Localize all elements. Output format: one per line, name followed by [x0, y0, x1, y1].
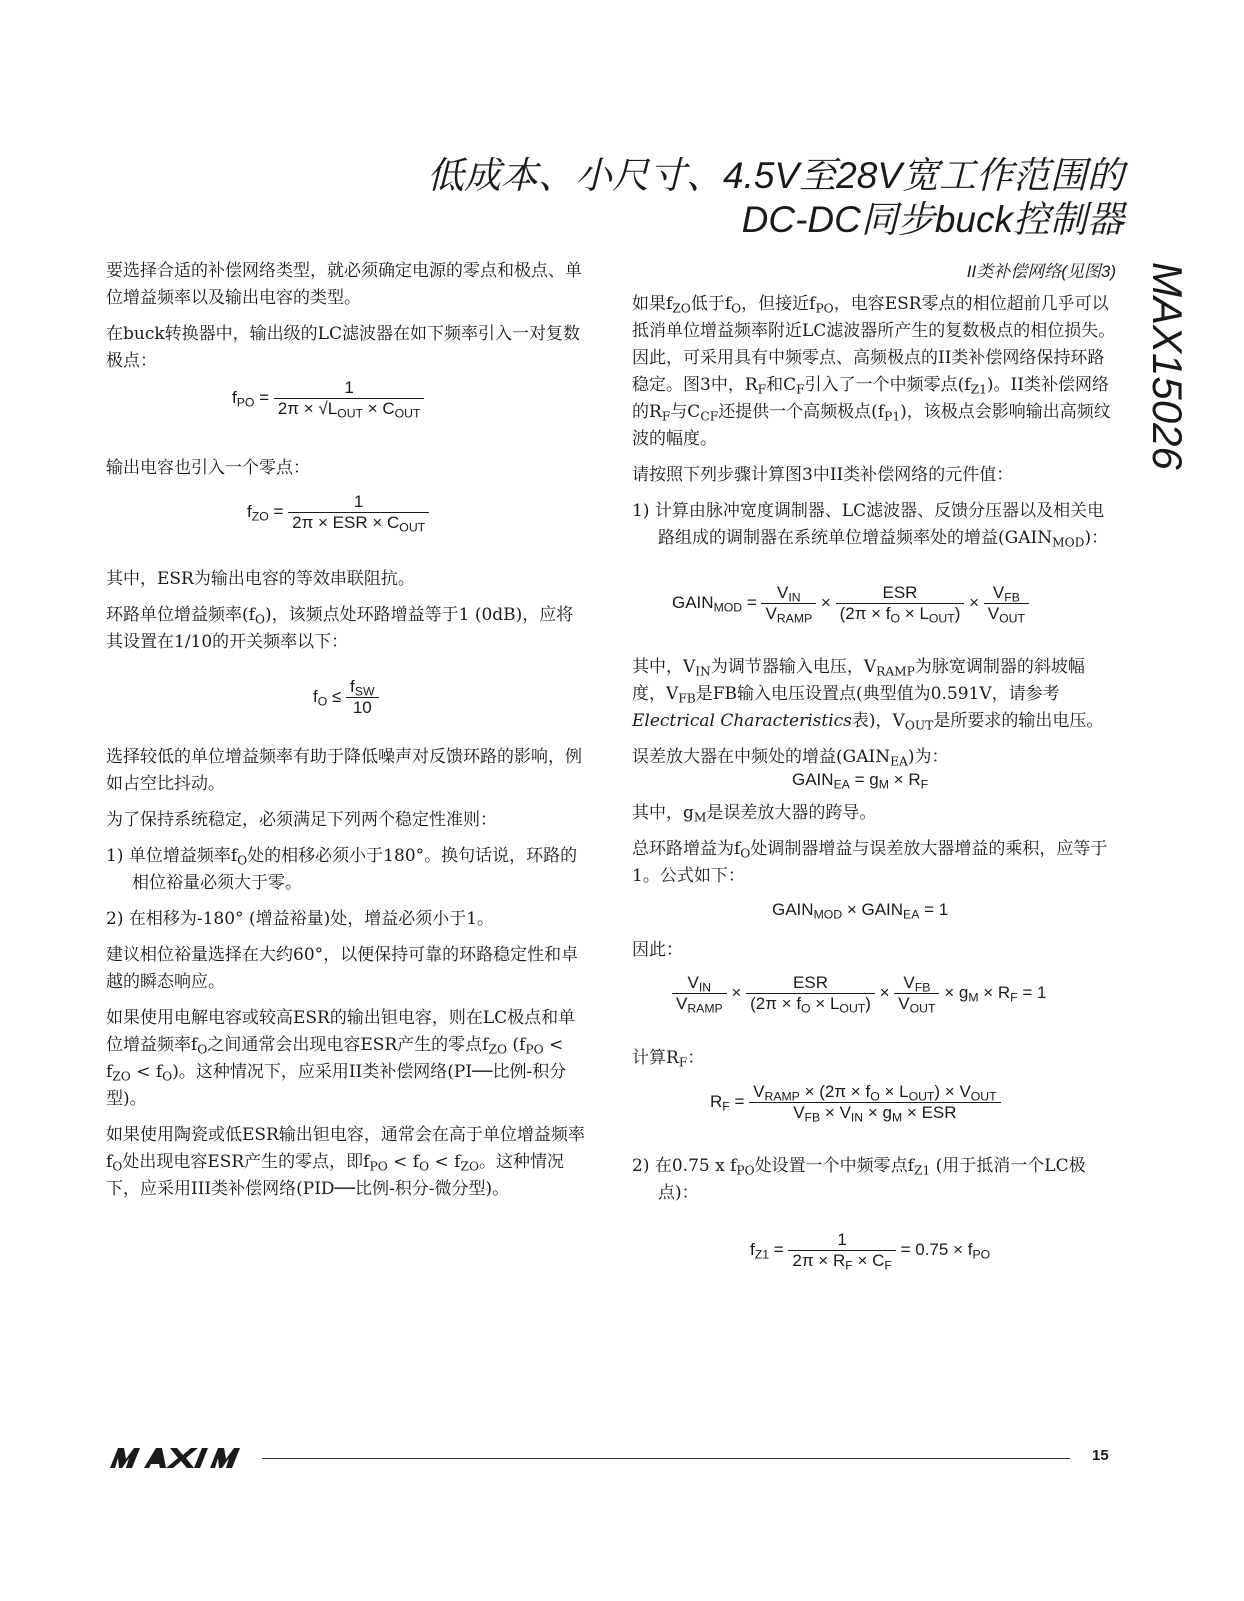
maxim-logo — [110, 1447, 250, 1469]
page-title — [427, 154, 1124, 242]
equation-rf: $R_F$ = $\frac{V_{RAMP} \times (2\pi \times f_O \times L_{OUT}) \times V_{OUT}}{V_{FB} \times V_{IN} \times g_M \times ESR}$ — [710, 1082, 1001, 1123]
right-column-top — [632, 258, 1116, 561]
equation-fo: $f_O$ ≤ $\frac{f_{SW}}{10}$ — [313, 677, 379, 718]
title-line-2: DC-DC同步buck控制器 — [741, 199, 1124, 240]
footer-rule — [262, 1458, 1070, 1459]
paragraph: 其中，$g_M$是误差放大器的跨导。 — [632, 803, 877, 825]
paragraph: 建议相位裕量选择在大约60°，以便保持可靠的环路稳定性和卓越的瞬态响应。 — [106, 945, 579, 992]
equation-loop-gain: $\frac{V_{IN}}{V_{RAMP}}$ × $\frac{\text{ESR}}{(2\pi \times f_O \times L_{OUT})}$ × $\frac{V_{FB}}{V_{OUT}}$ × $g_M \times R_F = 1$ — [672, 973, 1047, 1014]
paragraph: 因此： — [632, 940, 683, 960]
equation-gain-ea: $GAIN_{EA} = g_M \times R_F$ — [792, 770, 929, 792]
paragraph: 请按照下列步骤计算图3中II类补偿网络的元件值： — [632, 465, 1014, 485]
left-column-bottom — [106, 744, 588, 1212]
equation-gain-mod: $GAIN_{MOD}$ = $\frac{V_{IN}}{V_{RAMP}}$ × $\frac{\text{ESR}}{(2\pi \times f_O \times L_{OUT})}$ × $\frac{V_{FB}}{V_{OUT}}$ — [672, 583, 1029, 624]
list-item: 2) 在0.75 x $f_{PO}$处设置一个中频零点$f_{Z1}$ (用于抵消一个LC极点)： — [632, 1156, 1086, 1203]
list-item: 1) 计算由脉冲宽度调制器、LC滤波器、反馈分压器以及相关电路组成的调制器在系统单位增益频率处的增益$(GAIN_{MOD})$： — [632, 501, 1109, 550]
right-column-mid2 — [632, 800, 1116, 899]
equation-gain-product: $GAIN_{MOD}$ × $GAIN_{EA} = 1$ — [772, 900, 949, 922]
paragraph: 选择较低的单位增益频率有助于降低噪声对反馈环路的影响，例如占空比抖动。 — [106, 747, 582, 794]
left-column-mid — [106, 566, 588, 665]
paragraph: 其中，ESR为输出电容的等效串联阻抗。 — [106, 569, 415, 589]
paragraph: 计算$R_F$： — [632, 1048, 705, 1070]
section-heading: II类补偿网络(见图3) — [966, 262, 1116, 281]
right-col-li2 — [632, 1153, 1116, 1216]
right-column-mid — [632, 654, 1116, 773]
right-col-p7 — [632, 937, 1116, 973]
paragraph: 要选择合适的补偿网络类型，就必须确定电源的零点和极点、单位增益频率以及输出电容的类型。 — [106, 261, 582, 308]
equation-fzo: $f_{ZO}$ = $\frac{1}{2\pi \times ESR \times C_{OUT}}$ — [247, 492, 429, 533]
paragraph: 输出电容也引入一个零点： — [106, 458, 310, 478]
right-col-p8 — [632, 1045, 1116, 1081]
paragraph: 在buck转换器中，输出级的LC滤波器在如下频率引入一对复数极点： — [106, 324, 580, 371]
paragraph: 总环路增益为$f_O$处调制器增益与误差放大器增益的乘积，应等于1。公式如下： — [632, 839, 1108, 886]
part-number: MAX15026 — [1144, 262, 1191, 470]
equation-fpo: $f_{PO}$ = $\frac{1}{2\pi \times √L_{OUT} \times C_{OUT}}$ — [232, 378, 424, 419]
list-item: 2) 在相移为-180° (增益裕量)处，增益必须小于1。 — [106, 909, 495, 929]
list-item: 1) 单位增益频率$f_O$处的相移必须小于180°。换句话说，环路的相位裕量必须大于零。 — [106, 846, 578, 893]
left-column-top — [106, 258, 588, 384]
paragraph: 如果$f_{ZO}$低于$f_O$，但接近$f_{PO}$，电容ESR零点的相位超前几乎可以抵消单位增益频率附近LC滤波器所产生的复数极点的相位损失。因此，可采用具有中频零点、高频极点的II类补偿网络保持环路稳定。图3中，$R_F$和$C_F$引入了一个中频零点$(f_{Z1})$。II类补偿网络的$R_F$与$C_{CF}$还提供一个高频极点$(f_{P1})$，该极点会影响输出高频纹波的幅度。 — [632, 294, 1116, 449]
part-number-vertical — [1143, 262, 1203, 482]
equation-fz1: $f_{Z1}$ = $\frac{1}{2\pi \times R_F \times C_F}$ = $0.75 \times f_{PO}$ — [750, 1230, 991, 1273]
page-number: 15 — [1092, 1447, 1109, 1464]
paragraph: 误差放大器在中频处的增益$(GAIN_{EA})$为： — [632, 747, 949, 769]
paragraph: 其中，$V_{IN}$为调节器输入电压，$V_{RAMP}$为脉宽调制器的斜坡幅度，$V_{FB}$是FB输入电压设置点(典型值为0.591V，请参考Electrical Characteristics表)，$V_{OUT}$是所要求的输出电压。 — [632, 657, 1104, 733]
paragraph: 环路单位增益频率$(f_O)$，该频点处环路增益等于1 (0dB)，应将其设置在1/10的开关频率以下： — [106, 605, 574, 652]
left-col-p3 — [106, 455, 588, 491]
paragraph: 为了保持系统稳定，必须满足下列两个稳定性准则： — [106, 810, 497, 830]
paragraph: 如果使用电解电容或较高ESR的输出钽电容，则在LC极点和单位增益频率$f_O$之间通常会出现电容ESR产生的零点$f_{ZO}$ $(f_{PO} < f_{ZO} < f_O)$。这种情况下，应采用II类补偿网络(PI──比例-积分型)。 — [106, 1008, 576, 1109]
paragraph: 如果使用陶瓷或低ESR输出钽电容，通常会在高于单位增益频率$f_O$处出现电容ESR产生的零点，即$f_{PO} < f_O < f_{ZO}$。这种情况下，应采用III类补偿网络(PID──比例-积分-微分型)。 — [106, 1125, 585, 1199]
title-line-1: 低成本、小尺寸、4.5V至28V宽工作范围的 — [427, 155, 1124, 196]
